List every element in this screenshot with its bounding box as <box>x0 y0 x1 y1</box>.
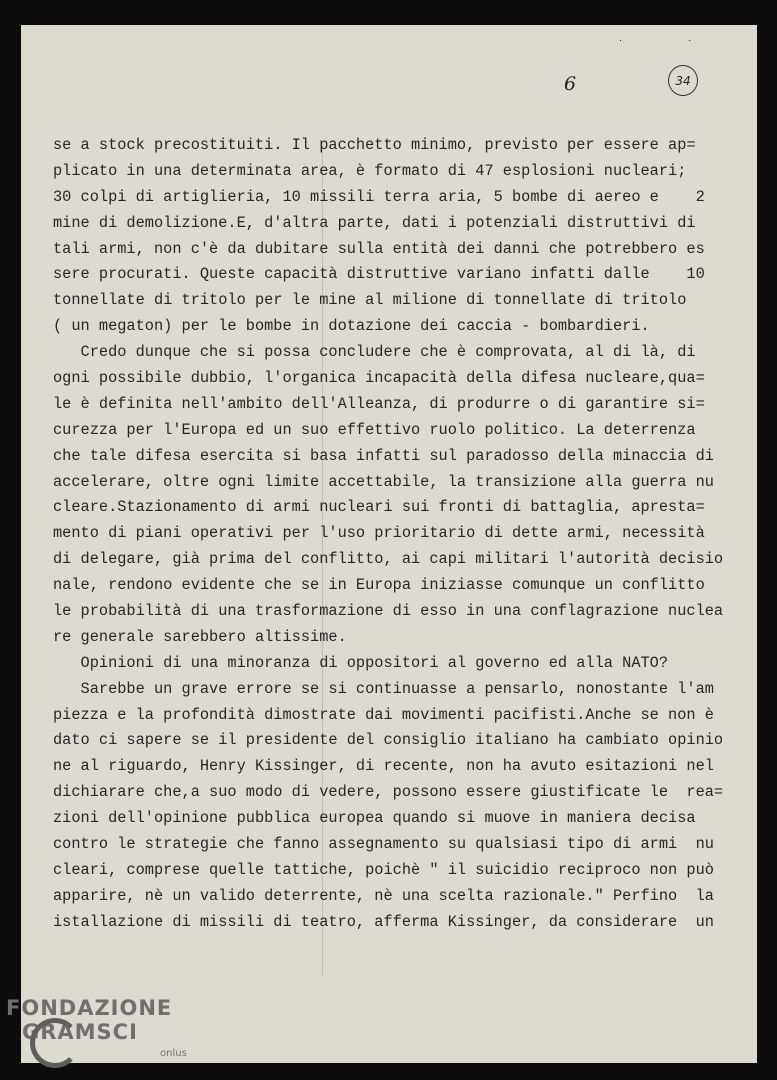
text-line: accelerare, oltre ogni limite accettabile, la transizione alla guerra nu <box>53 472 714 491</box>
text-line: nale, rendono evidente che se in Europa iniziasse comunque un conflitto <box>53 576 705 595</box>
text-line: mine di demolizione.E, d'altra parte, dati i potenziali distruttivi di <box>53 213 696 232</box>
text-line: piezza e la profondità dimostrate dai movimenti pacifisti.Anche se non è <box>53 705 714 724</box>
text-line: ( un megaton) per le bombe in dotazione dei caccia - bombardieri. <box>53 317 650 336</box>
typewritten-body <box>53 133 733 936</box>
text-line: di delegare, già prima del conflitto, ai capi militari l'autorità decisio <box>53 550 724 569</box>
text-line: le probabilità di una trasformazione di esso in una conflagrazione nuclea <box>53 602 724 621</box>
watermark-line1: FONDAZIONE <box>6 996 173 1020</box>
text-line: 30 colpi di artiglieria, 10 missili terra aria, 5 bombe di aereo e 2 <box>53 187 705 206</box>
text-line: cleare.Stazionamento di armi nucleari sui fronti di battaglia, apresta= <box>53 498 705 517</box>
text-line: apparire, nè un valido deterrente, nè una scelta razionale." Perfino la <box>53 886 714 905</box>
watermark-g-logo-icon <box>30 1018 80 1068</box>
fondazione-gramsci-watermark <box>6 996 187 1059</box>
text-line: cleari, comprese quelle tattiche, poichè " il suicidio reciproco non può <box>53 860 714 879</box>
text-line: curezza per l'Europa ed un suo effettivo ruolo politico. La deterrenza <box>53 420 696 439</box>
text-line: tali armi, non c'è da dubitare sulla entità dei danni che potrebbero es <box>53 239 705 258</box>
watermark-line2: GRAMSCI <box>22 1020 138 1044</box>
text-line: istallazione di missili di teatro, afferma Kissinger, da considerare un <box>53 912 714 931</box>
text-line: Credo dunque che si possa concludere che è comprovata, al di là, di <box>53 343 696 362</box>
text-line: tonnellate di tritolo per le mine al milione di tonnellate di tritolo <box>53 291 687 310</box>
watermark-suffix: onlus <box>160 1048 187 1059</box>
text-line: mento di piani operativi per l'uso prioritario di dette armi, necessità <box>53 524 705 543</box>
page-number: 6 <box>564 73 577 95</box>
text-line: se a stock precostituiti. Il pacchetto minimo, previsto per essere ap= <box>53 136 696 154</box>
archive-stamp: 34 <box>668 65 698 96</box>
text-line: sere procurati. Queste capacità distruttive variano infatti dalle 10 <box>53 265 705 284</box>
text-line: ne al riguardo, Henry Kissinger, di recente, non ha avuto esitazioni nel <box>53 757 714 776</box>
text-line: ogni possibile dubbio, l'organica incapacità della difesa nucleare,qua= <box>53 369 705 388</box>
text-line: contro le strategie che fanno assegnamento su qualsiasi tipo di armi nu <box>53 835 714 854</box>
text-line: plicato in una determinata area, è formato di 47 esplosioni nucleari; <box>53 161 687 180</box>
text-line: dato ci sapere se il presidente del consiglio italiano ha cambiato opinio <box>53 731 724 750</box>
text-line: dichiarare che,a suo modo di vedere, possono essere giustificate le rea= <box>53 783 724 802</box>
text-line: zioni dell'opinione pubblica europea quando si muove in maniera decisa <box>53 809 696 828</box>
paper-specks: ˙ ˙ <box>617 40 721 52</box>
text-line: Sarebbe un grave errore se si continuasse a pensarlo, nonostante l'am <box>53 679 714 698</box>
text-line: le è definita nell'ambito dell'Alleanza, di produrre o di garantire si= <box>53 394 705 413</box>
text-line: re generale sarebbero altissime. <box>53 627 347 646</box>
text-line: che tale difesa esercita si basa infatti sul paradosso della minaccia di <box>53 446 714 465</box>
document-page <box>21 25 757 1063</box>
text-line: Opinioni di una minoranza di oppositori al governo ed alla NATO? <box>53 653 669 672</box>
